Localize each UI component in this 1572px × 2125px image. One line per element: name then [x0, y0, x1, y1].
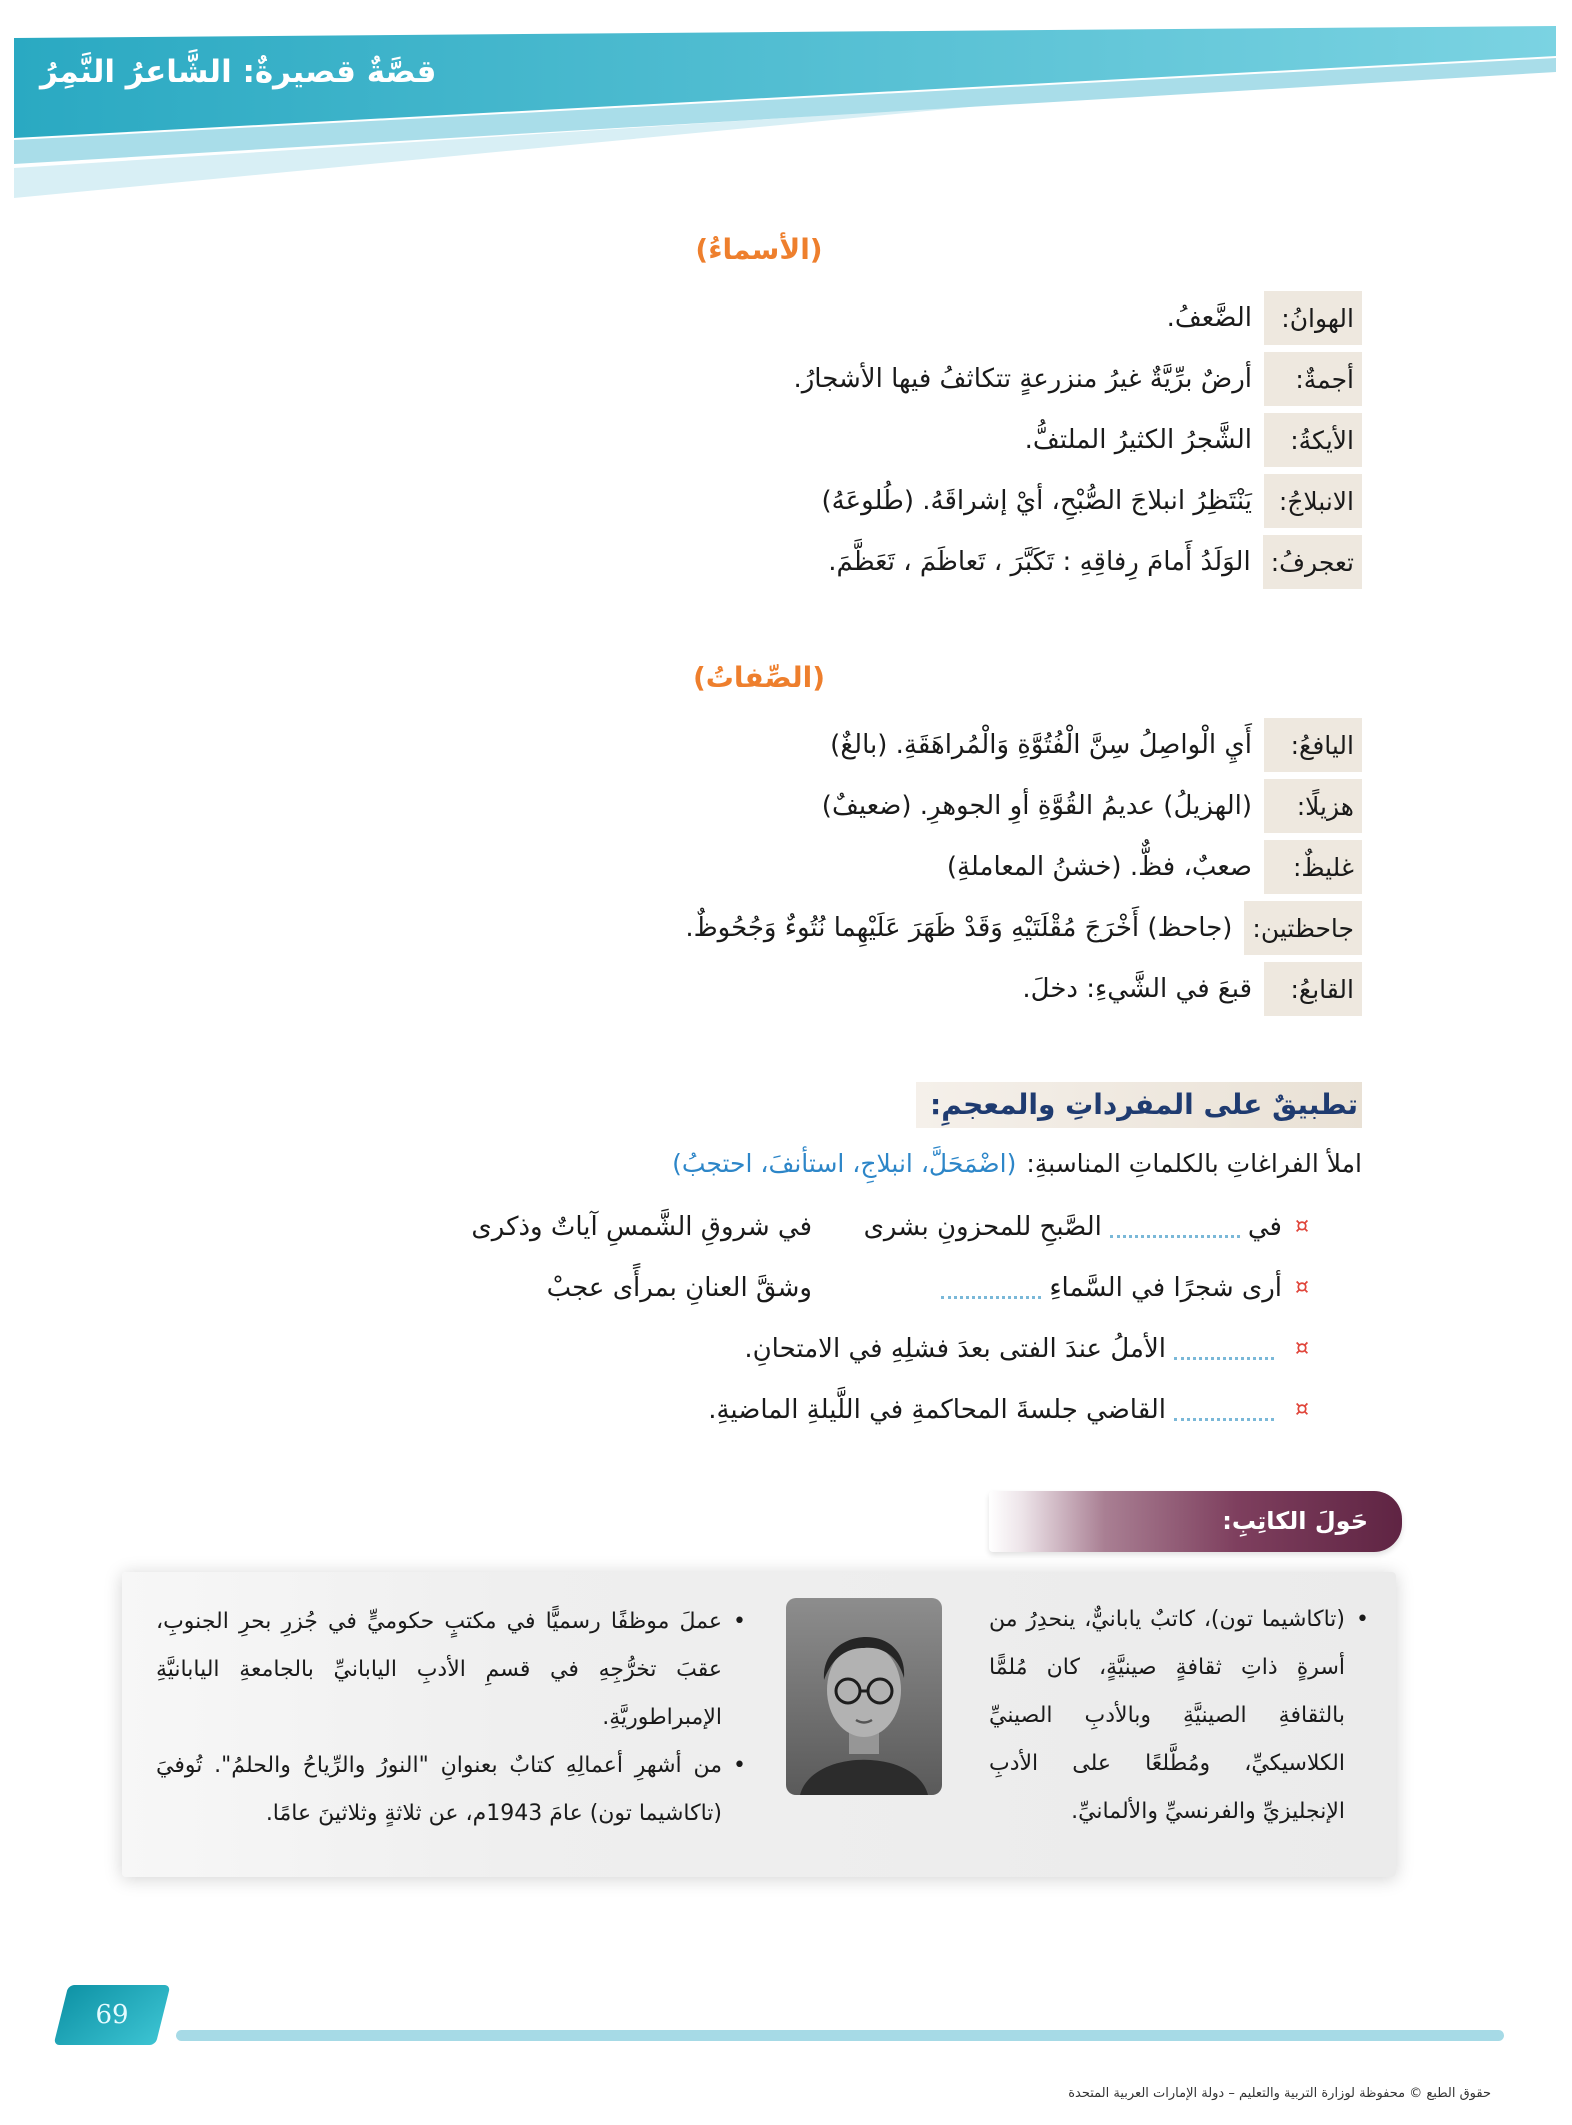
vocab-term: تعجرفُ:	[1263, 535, 1362, 589]
vocab-term: الهوانُ:	[1264, 291, 1362, 345]
vocab-definition: الشَّجرُ الكثيرُ الملتفُّ.	[1024, 425, 1252, 455]
author-portrait	[786, 1598, 942, 1795]
first-hemistich	[812, 1273, 1282, 1303]
vocab-row	[685, 718, 1362, 772]
header-banner	[0, 0, 1572, 200]
blank-field	[941, 1296, 1041, 1299]
author-bullet-text: (تاكاشيما تون)، كاتبٌ يابانيٌّ، ينحدِرُ من أسرةٍ ذاتِ ثقافةٍ صينيَّةٍ، كان مُلمًّا بالثقافةِ الصينيَّةِ وبالأدبِ الصينيِّ الكلاسيكيِّ، ومُطَّلعًا على الأدبِ الإنجليزيِّ والفرنسيِّ والألمانيِّ.	[989, 1607, 1345, 1824]
vocab-row	[793, 474, 1362, 528]
vocab-term: اليافعُ:	[1264, 718, 1362, 772]
vocab-term: أجمةٌ:	[1264, 352, 1362, 406]
exercise-heading: تطبيقٌ على المفرداتِ والمعجمِ:	[916, 1082, 1362, 1128]
blank-field	[1110, 1235, 1240, 1238]
author-right-column	[989, 1596, 1369, 1836]
blank-field	[1174, 1357, 1274, 1360]
vocab-row	[793, 352, 1362, 406]
vocab-definition: (الهزيلُ) عديمُ القُوَّةِ أوِ الجوهرِ. (ضعيفٌ)	[821, 791, 1252, 821]
vocab-definition: يَنْتَظِرُ انبلاجَ الصُّبْحِ، أيْ إشراقَهُ. (طُلوعَهُ)	[821, 486, 1252, 516]
exercise-item	[471, 1379, 1322, 1440]
vocab-term: الأيكةُ:	[1264, 413, 1362, 467]
vocab-definition: صعبٌ، فظٌّ. (خشنُ المعاملةِ)	[946, 852, 1252, 882]
vocab-row	[685, 840, 1362, 894]
copyright-notice: حقوق الطبع © محفوظة لوزارة التربية والتعليم – دولة الإمارات العربية المتحدة	[1068, 2086, 1491, 2101]
vocab-term: غليظٌ:	[1264, 840, 1362, 894]
adjectives-heading: (الصِّفاتُ)	[692, 661, 826, 694]
text-after-blank: الأملُ عندَ الفتى بعدَ فشلِهِ في الامتحانِ.	[744, 1333, 1166, 1364]
author-left-column	[156, 1598, 746, 1838]
vocab-term: الانبلاجُ:	[1264, 474, 1362, 528]
nouns-heading: (الأسماءُ)	[695, 233, 823, 266]
about-author-tab	[989, 1491, 1402, 1552]
vocab-definition: (جاحظ) أَخْرَجَ مُقْلَتَيْهِ وَقَدْ ظَهَرَ عَلَيْهِما نُتُوءٌ وَجُحُوظٌ.	[685, 913, 1233, 943]
author-bullet-text: عملَ موظفًا رسميًّا في مكتبٍ حكوميٍّ في جُزرِ بحرِ الجنوبِ، عقبَ تخرُّجِهِ في قسمِ الأدبِ اليابانيِّ بالجامعةِ اليابانيَّةِ الإمبراطوريَّةِ.	[156, 1609, 722, 1730]
adjectives-list	[685, 718, 1362, 1016]
page-number: 69	[95, 2000, 129, 2030]
author-bullet	[989, 1596, 1369, 1836]
exercise-item	[471, 1257, 1322, 1318]
author-photo	[786, 1598, 942, 1795]
text-after-blank: القاضي جلسةَ المحاكمةِ في اللَّيلةِ الماضيةِ.	[708, 1394, 1166, 1425]
vocab-row	[793, 413, 1362, 467]
first-hemistich	[812, 1212, 1282, 1242]
bullet-icon: •	[733, 1609, 746, 1634]
vocab-definition: أرضٌ برِّيَّةٌ غيرُ منزرعةٍ تتكاثفُ فيها الأشجارُ.	[793, 364, 1252, 394]
text-after-blank: الصَّبحِ للمحزونِ بشرى	[863, 1211, 1102, 1242]
about-author-box	[122, 1572, 1396, 1877]
footer-bar	[176, 2030, 1504, 2041]
nouns-list	[793, 291, 1362, 589]
about-author-title: حَولَ الكاتِبِ:	[1222, 1507, 1368, 1535]
page-number-badge	[54, 1985, 171, 2045]
vocab-definition: قبعَ في الشَّيءِ: دخلَ.	[1022, 974, 1252, 1004]
author-bullet	[156, 1742, 746, 1838]
vocab-row	[793, 535, 1362, 589]
word-bank: (اضْمَحَلَّ، انبلاجِ، استأنفَ، احتجبُ)	[672, 1149, 1017, 1178]
bullet-icon: •	[733, 1753, 746, 1778]
vocab-definition: الضَّعفُ.	[1166, 303, 1252, 333]
second-hemistich: وشقَّ العنانِ بمرأًى عجبْ	[546, 1272, 812, 1303]
vocab-row	[685, 779, 1362, 833]
vocab-row	[685, 901, 1362, 955]
vocab-term: القابعُ:	[1264, 962, 1362, 1016]
vocab-term: جاحظتين:	[1244, 901, 1362, 955]
exercise-item	[471, 1318, 1322, 1379]
vocab-definition: أَيِ الْواصِلُ سِنَّ الْفُتُوَّةِ وَالْمُراهَقَةِ. (بالغٌ)	[830, 730, 1252, 760]
author-bullet-text: من أشهرِ أعمالِهِ كتابٌ بعنوانِ "النورُ والرِّياحُ والحلمُ". تُوفيَ (تاكاشيما تون) عامَ 1943م، عن ثلاثةٍ وثلاثينَ عامًا.	[156, 1753, 722, 1826]
bullet-icon: ¤	[1295, 1275, 1309, 1300]
vocab-row	[685, 962, 1362, 1016]
vocab-term: هزيلًا:	[1264, 779, 1362, 833]
second-hemistich: في شروقِ الشَّمسِ آياتٌ وذكرى	[471, 1211, 812, 1242]
vocab-definition: الوَلَدُ أَمامَ رِفاقِهِ : تَكَبَّرَ ، تَعاظَمَ ، تَعَظَّمَ.	[828, 547, 1251, 577]
text-before-blank: في	[1247, 1211, 1282, 1242]
vocab-row	[793, 291, 1362, 345]
author-bullet	[156, 1598, 746, 1742]
text-before-blank: أرى شجرًا في السَّماءِ	[1049, 1272, 1282, 1303]
instruction-text: املأ الفراغاتِ بالكلماتِ المناسبةِ:	[1026, 1149, 1362, 1178]
page-title: قصَّةٌ قصيرةٌ: الشَّاعرُ النَّمِرُ	[40, 54, 437, 90]
bullet-icon: ¤	[1295, 1336, 1309, 1361]
bullet-icon: ¤	[1295, 1214, 1309, 1239]
exercise-instruction	[672, 1144, 1362, 1184]
bullet-icon: ¤	[1295, 1397, 1309, 1422]
exercise-item	[471, 1196, 1322, 1257]
blank-field	[1174, 1418, 1274, 1421]
exercise-list	[471, 1196, 1322, 1440]
bullet-icon: •	[1356, 1607, 1369, 1632]
